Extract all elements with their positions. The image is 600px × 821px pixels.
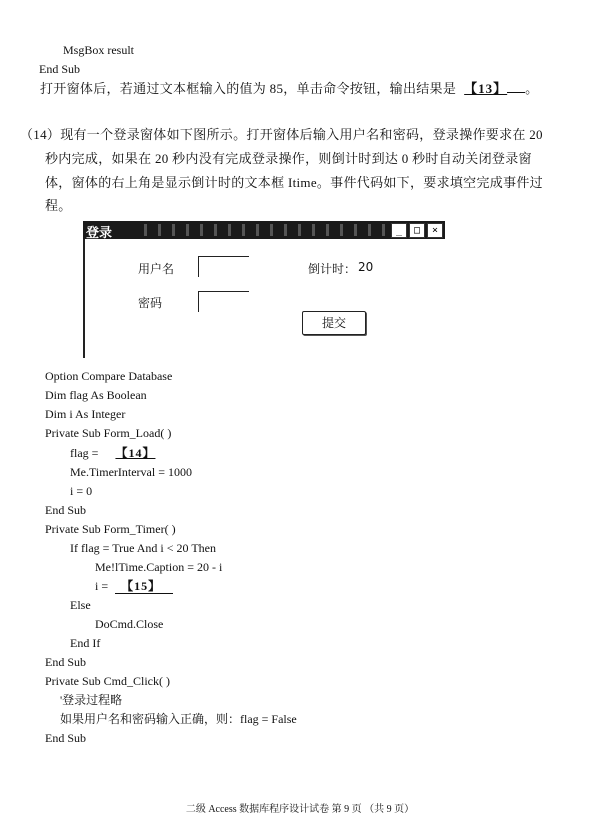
code-line: If flag = True And i < 20 Then xyxy=(70,541,216,555)
code-line: Dim flag As Boolean xyxy=(45,388,147,402)
code-line: Else xyxy=(70,598,91,612)
code-line: Dim i As Integer xyxy=(45,407,126,421)
q14-line-3: 体，窗体的右上角是显示倒计时的文本框 Itime。事件代码如下，要求填空完成事件过 xyxy=(45,175,543,190)
password-input[interactable] xyxy=(198,291,249,312)
code-line: End Sub xyxy=(45,731,87,745)
username-input[interactable] xyxy=(198,256,249,277)
q14-line-4: 程。 xyxy=(45,198,72,213)
minimize-icon[interactable]: _ xyxy=(391,223,407,238)
submit-button[interactable]: 提交 xyxy=(302,311,366,335)
password-label: 密码 xyxy=(138,296,163,310)
code-i-assign: i = xyxy=(95,579,112,593)
code-line: DoCmd.Close xyxy=(95,617,164,631)
q13-text xyxy=(40,80,538,97)
code-line: Private Sub Cmd_Click( ) xyxy=(45,674,170,688)
code-line: Private Sub Form_Load( ) xyxy=(45,426,172,440)
q13-period: 。 xyxy=(525,81,539,96)
code-line: End Sub xyxy=(45,503,87,517)
blank-13: 【13】 xyxy=(464,81,508,96)
countdown-label: 倒计时： xyxy=(308,262,357,276)
username-label: 用户名 xyxy=(138,262,175,276)
form-titlebar xyxy=(83,221,445,239)
titlebar-noise xyxy=(138,224,388,236)
form-title: 登录 xyxy=(86,225,113,239)
page-footer: 二级 Access 数据库程序设计试卷 第 9 页 （共 9 页） xyxy=(185,804,415,815)
window-controls xyxy=(391,223,443,237)
code-line: 如果用户名和密码输入正确，则：flag = False xyxy=(60,712,297,726)
code-line: Private Sub Form_Timer( ) xyxy=(45,522,176,536)
countdown-value: 20 xyxy=(358,260,374,274)
code-line-msgbox: MsgBox result xyxy=(63,43,135,57)
login-form-figure xyxy=(83,221,445,358)
code-line: Me.TimerInterval = 1000 xyxy=(70,465,192,479)
code-line: End Sub xyxy=(45,655,87,669)
code-line xyxy=(70,446,155,461)
code-line-endsub: End Sub xyxy=(39,62,81,76)
form-body xyxy=(83,239,447,358)
blank-14: 【14】 xyxy=(115,446,156,460)
code-line: Option Compare Database xyxy=(45,369,173,383)
blank-15: 【15】 xyxy=(115,579,173,594)
close-icon[interactable]: × xyxy=(427,223,443,238)
code-line: End If xyxy=(70,636,101,650)
q14-line-1: （14）现有一个登录窗体如下图所示。打开窗体后输入用户名和密码，登录操作要求在 20 xyxy=(20,127,543,142)
code-line: Me!lTime.Caption = 20 - i xyxy=(95,560,223,574)
code-line: i = 0 xyxy=(70,484,93,498)
q13-prompt: 打开窗体后，若通过文本框输入的值为 85，单击命令按钮，输出结果是 xyxy=(40,81,457,96)
maximize-icon[interactable]: □ xyxy=(409,223,425,238)
code-flag-assign: flag = xyxy=(70,446,102,460)
code-line xyxy=(95,579,173,594)
q14-line-2: 秒内完成，如果在 20 秒内没有完成登录操作，则倒计时到达 0 秒时自动关闭登录窗 xyxy=(45,151,532,166)
code-line: '登录过程略 xyxy=(60,693,123,707)
